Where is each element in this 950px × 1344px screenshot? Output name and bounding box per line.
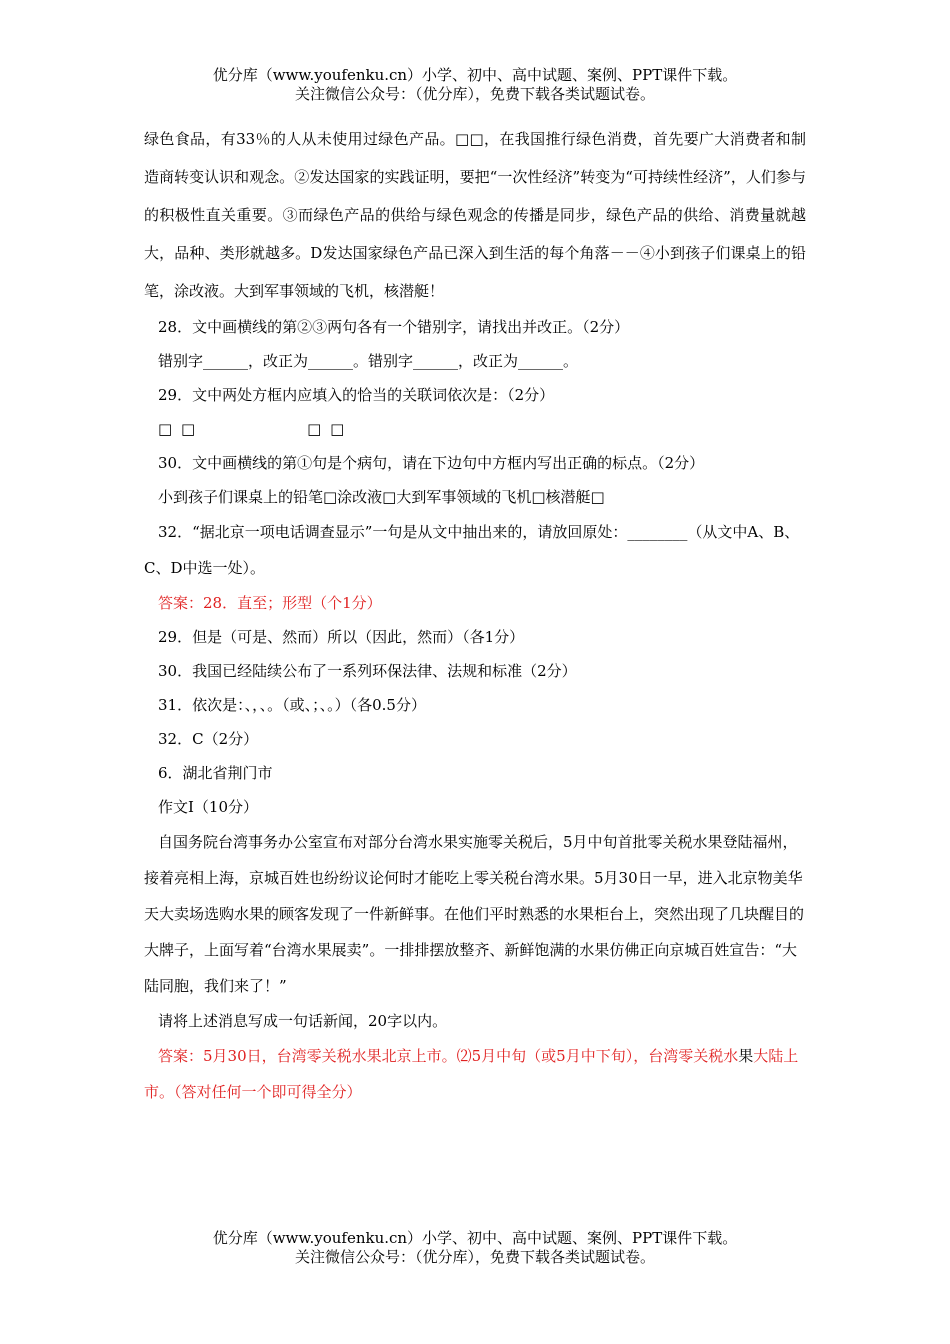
section-subtitle: 作文Ⅰ（10分） [158, 798, 259, 816]
question-32: 32．“据北京一项电话调查显示”一句是从文中抽出来的，请放回原处：________（从文中A、B、C、D中选一处）。 [144, 523, 800, 577]
answer-box-pair-1: □ □ [158, 420, 198, 438]
question-29-boxes [144, 412, 806, 446]
answer-29: 29．但是（可是、然而）所以（因此，然而）（各1分） [158, 628, 525, 646]
section-title: 6．湖北省荆门市 [158, 764, 273, 782]
header-line-2: 关注微信公众号：（优分库），免费下载各类试题试卷。 [294, 85, 655, 103]
footer-line-2: 关注微信公众号：（优分库），免费下载各类试题试卷。 [294, 1248, 655, 1266]
answer-part-1: 答案：5月30日，台湾零关税水果北京上市。⑵5月中旬（或5月中下旬），台湾零关税水 [158, 1047, 739, 1065]
question-30-sentence: 小到孩子们课桌上的铅笔□涂改液□大到军事领域的飞机□核潜艇□ [158, 488, 605, 506]
page-header [0, 66, 950, 104]
question-28: 28．文中画横线的第②③两句各有一个错别字，请找出并改正。（2分） [158, 318, 630, 336]
question-28-blanks: 错别字______，改正为______。错别字______，改正为______。 [158, 352, 579, 370]
answer-28: 答案：28．直至；形型（个1分） [158, 594, 382, 612]
instruction: 请将上述消息写成一句话新闻，20字以内。 [158, 1012, 448, 1030]
footer-line-1: 优分库（www.youfenku.cn）小学、初中、高中试题、案例、PPT课件下载。 [212, 1229, 738, 1247]
answer-32: 32．C（2分） [158, 730, 259, 748]
header-line-1: 优分库（www.youfenku.cn）小学、初中、高中试题、案例、PPT课件下载。 [212, 66, 738, 84]
document-body [144, 120, 806, 1110]
answer-30: 30．我国已经陆续公布了一系列环保法律、法规和标准（2分） [158, 662, 577, 680]
question-29: 29．文中两处方框内应填入的恰当的关联词依次是：（2分） [158, 386, 555, 404]
section-answer [144, 1038, 806, 1110]
answer-31: 31．依次是：、，、。（或、；、。）（各0.5分） [158, 696, 426, 714]
passage-text: 绿色食品，有33％的人从未使用过绿色产品。□□，在我国推行绿色消费，首先要广大消费者和制造商转变认识和观念。②发达国家的实践证明，要把“一次性经济”转变为“可持续性经济”，人们参与的积极性直关重要。③而绿色产品的供给与绿色观念的传播是同步，绿色产品的供给、消费量就越大，品种、类形就越多。D发达国家绿色产品已深入到生活的每个角落－－④小到孩子们课桌上的铅笔，涂改液。大到军事领域的飞机，核潜艇！ [144, 130, 806, 300]
news-passage: 自国务院台湾事务办公室宣布对部分台湾水果实施零关税后，5月中旬首批零关税水果登陆福州，接着亮相上海，京城百姓也纷纷议论何时才能吃上零关税台湾水果。5月30日一早，进入北京物美华天大卖场选购水果的顾客发现了一件新鲜事。在他们平时熟悉的水果柜台上，突然出现了几块醒目的大牌子，上面写着“台湾水果展卖”。一排排摆放整齐、新鲜饱满的水果仿佛正向京城百姓宣告：“大陆同胞，我们来了！” [144, 833, 805, 995]
page-footer [0, 1229, 950, 1267]
question-30: 30．文中画横线的第①句是个病句，请在下边句中方框内写出正确的标点。（2分） [158, 454, 705, 472]
answer-box-pair-2: □ □ [307, 420, 347, 438]
answer-part-3: 大陆上市。（答对任何一个即可得全分） [144, 1047, 799, 1101]
answer-part-2: 果 [738, 1047, 754, 1065]
